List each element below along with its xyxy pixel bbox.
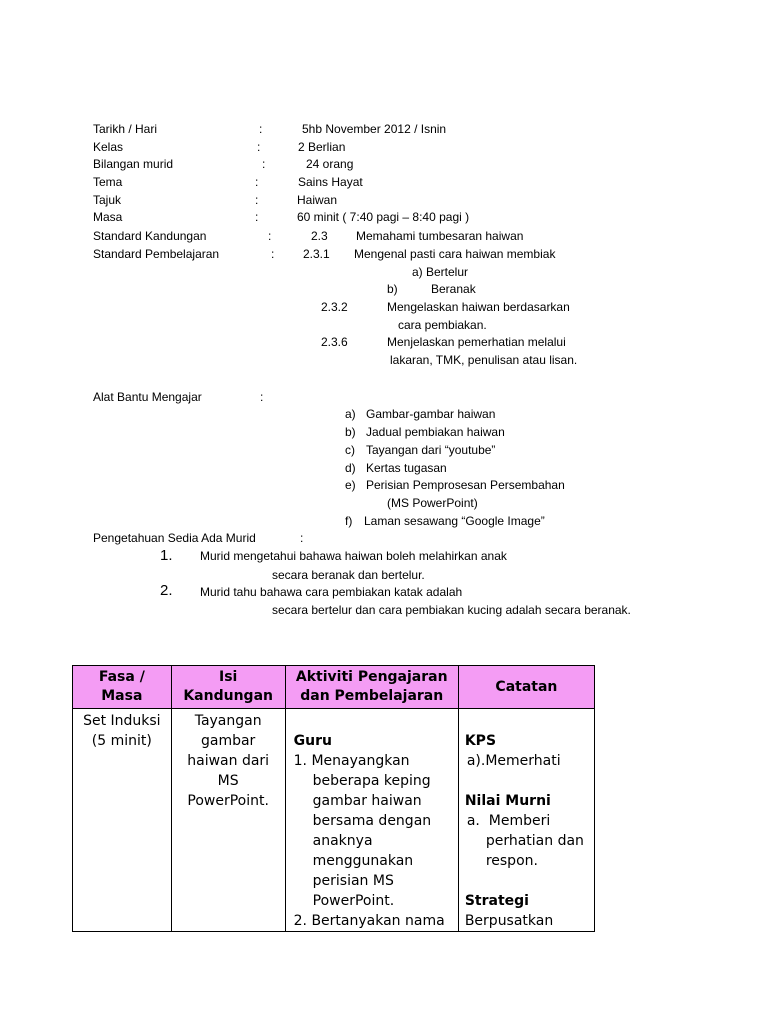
sp-sub-a: a) Bertelur bbox=[412, 265, 469, 279]
header-catatan: Catatan bbox=[458, 666, 594, 709]
value-masa: 60 minit ( 7:40 pagi – 8:40 pagi ) bbox=[297, 210, 470, 224]
aktiviti-line: PowerPoint. bbox=[312, 893, 395, 909]
value-bilangan-murid: 24 orang bbox=[306, 157, 354, 171]
label-pengetahuan-sedia-ada: Pengetahuan Sedia Ada Murid bbox=[93, 531, 256, 545]
label-standard-kandungan: Standard Kandungan bbox=[93, 229, 207, 243]
abm-item: Laman sesawang “Google Image” bbox=[364, 514, 545, 528]
abm-marker: f) bbox=[345, 514, 353, 528]
sp-code: 2.3.6 bbox=[321, 335, 348, 349]
strategi-text: Berpusatkan bbox=[464, 913, 554, 929]
abm-marker: b) bbox=[345, 425, 356, 439]
cell-isi bbox=[171, 709, 285, 932]
sp-code: 2.3.1 bbox=[303, 247, 330, 261]
header-fasa-masa: Fasa / Masa bbox=[73, 666, 172, 709]
sp-text: cara pembiakan. bbox=[398, 318, 487, 332]
fasa-line: Set Induksi bbox=[83, 713, 161, 729]
sp-text: Menjelaskan pemerhatian melalui bbox=[387, 335, 566, 349]
value-tema: Sains Hayat bbox=[298, 175, 363, 189]
colon: : bbox=[255, 175, 259, 189]
nilai-murni-heading: Nilai Murni bbox=[464, 793, 551, 809]
psam-text: Murid mengetahui bahawa haiwan boleh melahirkan anak bbox=[200, 549, 507, 563]
lesson-table bbox=[72, 665, 595, 932]
psam-text: secara beranak dan bertelur. bbox=[272, 568, 425, 582]
label-tajuk: Tajuk bbox=[93, 193, 122, 207]
sp-sub-b-marker: b) bbox=[387, 282, 398, 296]
abm-marker: e) bbox=[345, 478, 356, 492]
abm-item: Gambar-gambar haiwan bbox=[366, 407, 496, 421]
colon: : bbox=[255, 193, 259, 207]
label-alat-bantu-mengajar: Alat Bantu Mengajar bbox=[93, 390, 202, 404]
label-bilangan-murid: Bilangan murid bbox=[93, 157, 174, 171]
colon: : bbox=[262, 157, 266, 171]
value-standard-kandungan: Memahami tumbesaran haiwan bbox=[356, 229, 524, 243]
psam-text: secara bertelur dan cara pembiakan kucing adalah secara beranak. bbox=[272, 603, 631, 617]
value-standard-pembelajaran: Mengenal pasti cara haiwan membiak bbox=[354, 247, 556, 261]
nilai-line: Memberi bbox=[488, 813, 551, 829]
psam-number: 2. bbox=[160, 582, 173, 599]
kps-item: a).Memerhati bbox=[466, 753, 561, 769]
aktiviti-line: perisian MS bbox=[312, 873, 394, 889]
value-tajuk: Haiwan bbox=[297, 193, 338, 207]
nilai-line: respon. bbox=[485, 853, 538, 869]
nilai-line: perhatian dan bbox=[485, 833, 584, 849]
abm-item: Kertas tugasan bbox=[366, 461, 447, 475]
sp-text: Mengelaskan haiwan berdasarkan bbox=[387, 300, 570, 314]
aktiviti-line: gambar haiwan bbox=[312, 793, 422, 809]
cell-aktiviti bbox=[285, 709, 458, 932]
label-standard-pembelajaran: Standard Pembelajaran bbox=[93, 247, 220, 261]
label-kelas: Kelas bbox=[93, 140, 124, 154]
colon: : bbox=[259, 122, 263, 136]
sp-code: 2.3.2 bbox=[321, 300, 348, 314]
sp-sub-b-text: Beranak bbox=[431, 282, 476, 296]
colon: : bbox=[300, 531, 304, 545]
cell-catatan bbox=[458, 709, 594, 932]
colon: : bbox=[255, 210, 259, 224]
header-isi-kandungan: Isi Kandungan bbox=[171, 666, 285, 709]
strategi-heading: Strategi bbox=[464, 893, 529, 909]
item-number: 2. bbox=[293, 913, 307, 929]
colon: : bbox=[271, 247, 275, 261]
sp-text: lakaran, TMK, penulisan atau lisan. bbox=[390, 353, 578, 367]
table-row bbox=[73, 709, 595, 932]
fasa-line: (5 minit) bbox=[91, 733, 152, 749]
psam-number: 1. bbox=[160, 547, 173, 564]
abm-item: Jadual pembiakan haiwan bbox=[366, 425, 505, 439]
isi-line: PowerPoint. bbox=[187, 793, 269, 809]
psam-text: Murid tahu bahawa cara pembiakan katak adalah bbox=[200, 585, 463, 599]
label-tema: Tema bbox=[93, 175, 123, 189]
colon: : bbox=[257, 140, 261, 154]
table-header-row bbox=[73, 666, 595, 709]
cell-fasa bbox=[73, 709, 172, 932]
abm-marker: a) bbox=[345, 407, 356, 421]
isi-line: gambar bbox=[200, 733, 256, 749]
abm-item: Perisian Pemprosesan Persembahan bbox=[366, 478, 565, 492]
abm-marker: d) bbox=[345, 461, 356, 475]
isi-line: Tayangan bbox=[194, 713, 262, 729]
isi-line: haiwan dari bbox=[187, 753, 270, 769]
kps-heading: KPS bbox=[464, 733, 497, 749]
header-aktiviti: Aktiviti Pengajaran dan Pembelajaran bbox=[285, 666, 458, 709]
sk-code: 2.3 bbox=[311, 229, 328, 243]
guru-heading: Guru bbox=[293, 733, 332, 749]
aktiviti-line: beberapa keping bbox=[312, 773, 431, 789]
colon: : bbox=[260, 390, 264, 404]
nilai-marker: a. bbox=[466, 813, 480, 829]
aktiviti-line: menggunakan bbox=[312, 853, 414, 869]
aktiviti-line: bersama dengan bbox=[312, 813, 432, 829]
abm-item: (MS PowerPoint) bbox=[387, 496, 478, 510]
abm-item: Tayangan dari “youtube” bbox=[366, 443, 496, 457]
label-tarikh: Tarikh / Hari bbox=[93, 122, 158, 136]
item-number: 1. bbox=[293, 753, 307, 769]
abm-marker: c) bbox=[345, 443, 355, 457]
aktiviti-line: Menayangkan bbox=[311, 753, 410, 769]
isi-line: MS bbox=[217, 773, 239, 789]
aktiviti-line: anaknya bbox=[312, 833, 373, 849]
label-masa: Masa bbox=[93, 210, 123, 224]
value-tarikh: 5hb November 2012 / Isnin bbox=[302, 122, 447, 136]
aktiviti-line: Bertanyakan nama bbox=[311, 913, 445, 929]
value-kelas: 2 Berlian bbox=[298, 140, 346, 154]
colon: : bbox=[268, 229, 272, 243]
